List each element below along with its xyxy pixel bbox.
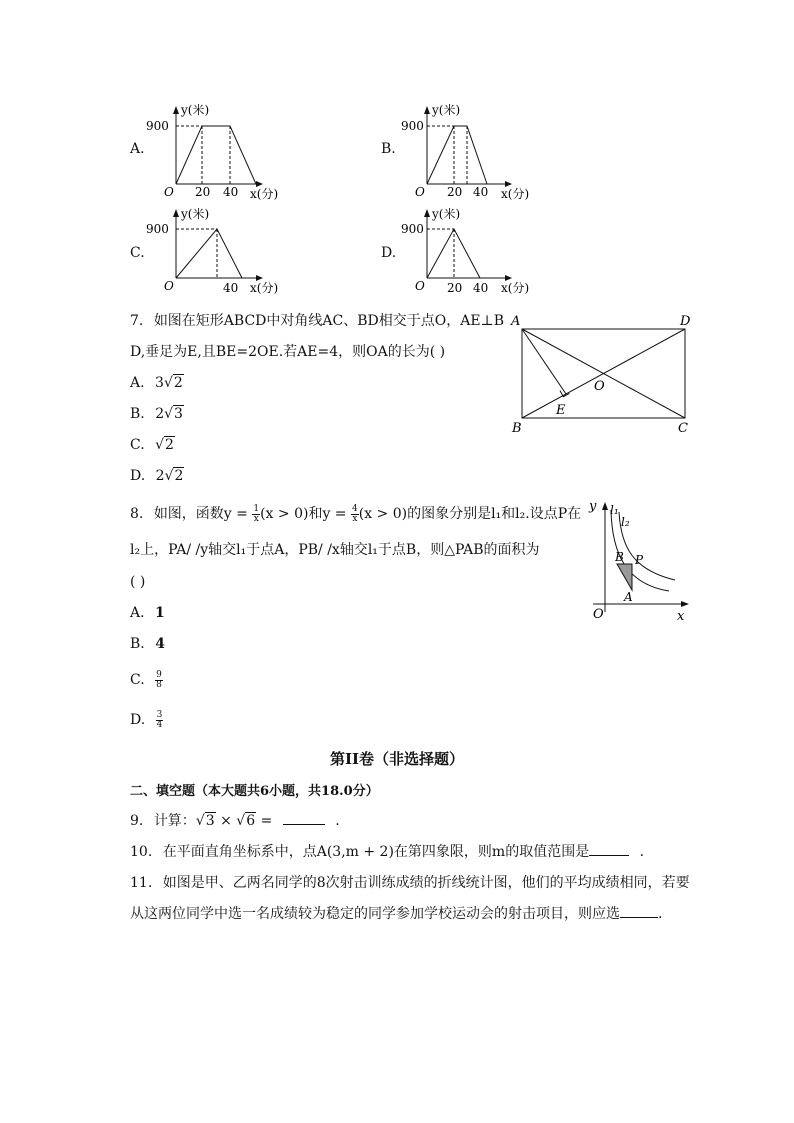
q6c-origin: O [164, 279, 174, 293]
q7-text-1: 如图在矩形ABCD中对角线AC、BD相交于点O，AE⊥B [153, 313, 505, 329]
q8-text-1b: (x > 0)和y = [260, 506, 347, 522]
q8-f1-den: x [253, 513, 259, 524]
q6d-tick20: 20 [447, 281, 463, 295]
q11-text-1: 如图是甲、乙两名同学的8次射击训练成绩的折线统计图，他们的平均成绩相同，若要 [162, 875, 690, 891]
q11-number: 11. [130, 875, 153, 891]
q7-option-d-letter: D. [130, 468, 146, 484]
q8-option-c-den: 8 [156, 679, 162, 690]
q7-fig-label-c: C [678, 421, 688, 436]
q8-option-b [130, 635, 165, 653]
q6b-origin: O [415, 185, 425, 199]
q6a-tick20: 20 [195, 185, 211, 199]
q7-option-b-letter: B. [130, 406, 145, 422]
q8-option-d-den: 4 [156, 719, 163, 730]
q7-fig-label-e: E [556, 403, 566, 418]
q10-number: 10. [130, 844, 153, 860]
q7-option-b [130, 405, 184, 423]
q11-end: . [658, 906, 663, 922]
q9-times: × [220, 813, 232, 829]
q8-fig-label-x: x [677, 609, 685, 624]
q11-line2 [130, 905, 662, 923]
q6d-origin: O [415, 279, 425, 293]
q10 [130, 843, 644, 861]
q8-fig-label-y: y [589, 499, 597, 514]
q8-fraction-2 [351, 505, 359, 524]
q6c-ylabel: y(米) [181, 207, 210, 221]
q6-graph-c [146, 203, 400, 301]
q9-rad-2: 6 [246, 813, 256, 829]
q7-option-c-rad: 2 [165, 437, 174, 453]
q7-option-c-letter: C. [130, 437, 145, 453]
q7-option-d [130, 467, 184, 485]
q6b-ytick: 900 [401, 119, 424, 133]
q8-option-d-letter: D. [130, 712, 146, 728]
q8-fig-label-p: P [635, 553, 644, 567]
q8-fig-label-a: A [624, 590, 633, 604]
q7-option-a-coef: 3 [155, 375, 164, 391]
q7-stem-line1 [130, 312, 504, 330]
q8-f1-num: 1 [253, 503, 260, 514]
q11-line1 [130, 874, 690, 892]
q11-answer-blank[interactable] [620, 917, 658, 918]
q6d-xlabel: x(分) [501, 281, 530, 295]
q6c-tick40: 40 [223, 281, 239, 295]
q7-number: 7. [130, 313, 144, 329]
q6c-xlabel: x(分) [250, 281, 279, 295]
sqrt-sign: √6 [236, 813, 256, 829]
part2-title: 第II卷（非选择题） [329, 750, 465, 768]
sqrt-sign: √2 [163, 375, 183, 391]
q6a-ytick: 900 [146, 119, 169, 133]
q8-f2-num: 4 [352, 503, 358, 514]
q6d-tick40: 40 [473, 281, 489, 295]
q9-rad-1: 3 [205, 813, 215, 829]
q10-end: . [639, 844, 645, 860]
q6-option-d-label: D. [381, 245, 397, 261]
sqrt-sign: √2 [164, 468, 184, 484]
q8-text-1a: 如图，函数y = [153, 506, 248, 522]
q10-text: 在平面直角坐标系中，点A(3,m + 2)在第四象限，则m的取值范围是 [162, 844, 590, 860]
q6a-xlabel: x(分) [250, 187, 279, 201]
q6b-tick40: 40 [473, 185, 489, 199]
q6b-xlabel: x(分) [501, 187, 530, 201]
q8-hyperbola-figure [585, 492, 695, 622]
q7-fig-label-b: B [512, 421, 522, 436]
q8-stem-line3: ( ) [130, 574, 146, 590]
q8-option-d-fraction [156, 711, 164, 730]
q8-fraction-1 [252, 505, 260, 524]
q8-option-a [130, 604, 165, 622]
q6-graph-d [401, 203, 655, 301]
sqrt-sign: √2 [155, 437, 174, 453]
q8-option-a-value: 1 [155, 605, 165, 621]
q6-option-c-label: C. [130, 245, 145, 261]
q8-f2-den: x [352, 513, 358, 524]
q7-option-a-letter: A. [130, 375, 145, 391]
q8-option-d-num: 3 [156, 709, 163, 720]
q8-number: 8. [130, 506, 144, 522]
q6a-origin: O [164, 185, 174, 199]
q7-stem-line2: D,垂足为E,且BE=2OE.若AE=4，则OA的长为( ) [130, 344, 446, 360]
q8-fig-label-l2: l₂ [621, 515, 630, 529]
q6b-ylabel: y(米) [432, 103, 461, 117]
q7-fig-label-d: D [680, 314, 691, 329]
q10-answer-blank[interactable] [589, 855, 629, 856]
fill-in-section-heading: 二、填空题（本大题共6小题，共18.0分） [130, 784, 379, 799]
q6-option-b-label: B. [381, 141, 396, 157]
q7-option-b-rad: 3 [174, 406, 183, 422]
q8-option-d [130, 708, 163, 732]
q7-fig-label-a: A [511, 314, 521, 329]
q8-option-a-letter: A. [130, 605, 145, 621]
q7-option-d-rad: 2 [174, 468, 184, 484]
q6-graph-b [401, 100, 655, 201]
q7-rectangle-figure [505, 310, 705, 438]
q9-equals: = [260, 813, 273, 829]
q6-graph-a [146, 100, 400, 201]
q8-stem-line2: l₂上，PA/ /y轴交l₁于点A，PB/ /x轴交l₁于点B，则△PAB的面积为 [130, 542, 540, 558]
q7-option-a-rad: 2 [173, 375, 183, 391]
q7-option-a [130, 374, 184, 392]
q6a-tick40: 40 [223, 185, 239, 199]
q8-option-c-fraction [155, 671, 163, 690]
q8-fig-label-l1: l₁ [610, 503, 619, 517]
q8-option-b-letter: B. [130, 636, 145, 652]
q9-answer-blank[interactable] [283, 824, 325, 825]
q7-option-d-coef: 2 [155, 468, 165, 484]
q6d-ytick: 900 [401, 222, 424, 236]
q8-option-c-num: 9 [156, 669, 162, 680]
q6a-ylabel: y(米) [181, 103, 210, 117]
q8-stem-line1 [130, 503, 581, 525]
q8-fig-label-o: O [593, 607, 604, 622]
q6b-tick20: 20 [447, 185, 463, 199]
q7-fig-label-o: O [594, 379, 605, 394]
q8-option-c-letter: C. [130, 672, 145, 688]
q7-option-b-coef: 2 [155, 406, 165, 422]
q8-option-b-value: 4 [155, 636, 165, 652]
q6c-ytick: 900 [146, 222, 169, 236]
sqrt-sign: √3 [195, 813, 215, 829]
q9-number: 9. [130, 813, 144, 829]
q8-option-c [130, 668, 163, 692]
q8-fig-label-b: B [615, 550, 624, 564]
q8-text-1c: (x > 0)的图象分别是l₁和l₂.设点P在 [358, 506, 582, 522]
q11-text-2: 从这两位同学中选一名成绩较为稳定的同学参加学校运动会的射击项目，则应选 [130, 906, 620, 922]
q7-option-c [130, 436, 175, 454]
q9-prefix: 计算： [153, 813, 196, 829]
q9-end: . [335, 813, 340, 829]
sqrt-sign: √3 [164, 406, 183, 422]
q9 [130, 812, 340, 830]
q6d-ylabel: y(米) [432, 207, 461, 221]
q6-option-a-label: A. [130, 141, 145, 157]
